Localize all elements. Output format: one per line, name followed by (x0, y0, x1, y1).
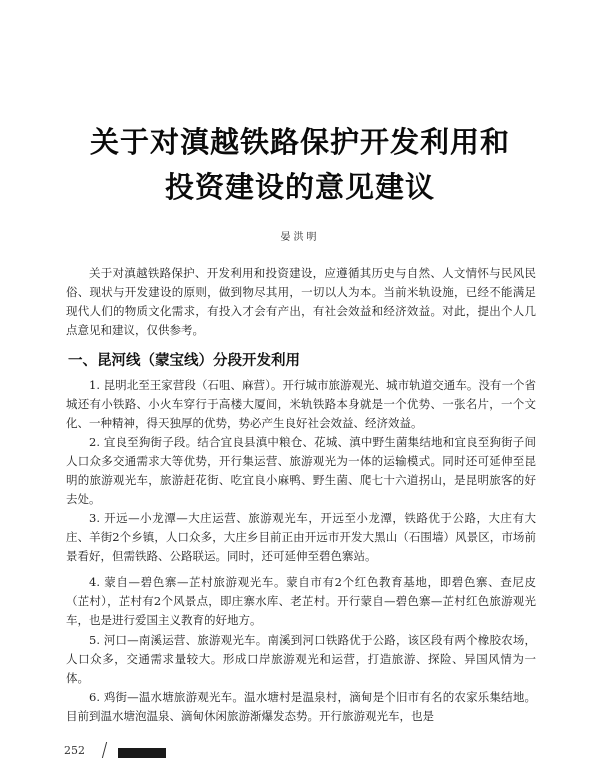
page-number: 252 (64, 744, 85, 757)
list-item-6: 6. 鸡街—温水塘旅游观光车。温水塘村是温泉村，滴甸是个旧市有名的农家乐集结地。目前到温水塘泡温泉、滴甸休闲旅游渐爆发态势。开行旅游观光车，也是 (66, 690, 536, 723)
author-name: 晏洪明 (280, 232, 320, 243)
footer-redaction-block (118, 748, 166, 758)
section-heading: 一、昆河线（蒙宝线）分段开发利用 (68, 353, 300, 369)
intro-paragraph: 关于对滇越铁路保护、开发利用和投资建设，应遵循其历史与自然、人文情怀与民风民俗、现状与开发建设的原则，做到物尽其用，一切以人为本。当前米轨设施，已经不能满足现代人们的物质文化需求，有投入才会有产出，有社会效益和经济效益。对此，提出个人几点意见和建议，仅供参考。 (66, 266, 536, 337)
article-title-line-2: 投资建设的意见建议 (164, 170, 435, 204)
list-item-2: 2. 宜良至狗街子段。结合宜良县滇中粮仓、花城、滇中野生菌集结地和宜良至狗街子间人口众多交通需求大等优势，开行集运营、旅游观光为一体的运输模式。同时还可延伸至昆明的旅游观光车，旅游赶花街、吃宜良小麻鸭、野生菌、爬七十六道拐山，是昆明旅客的好去处。 (66, 435, 536, 506)
list-item-1: 1. 昆明北至王家营段（石咀、麻营）。开行城市旅游观光、城市轨道交通车。没有一个省城还有小铁路、小火车穿行于高楼大厦间，米轨铁路本身就是一个优势、一张名片，一个文化、一种精神，得天独厚的优势，势必产生良好社会效益、经济效益。 (66, 378, 536, 430)
article-title-line-1: 关于对滇越铁路保护开发利用和 (89, 125, 510, 159)
footer-divider (102, 742, 107, 758)
list-item-5: 5. 河口—南溪运营、旅游观光车。南溪到河口铁路优于公路，该区段有两个橡胶农场，人口众多，交通需求量较大。形成口岸旅游观光和运营，打造旅游、探险、异国风情为一体。 (66, 633, 536, 685)
list-item-4: 4. 蒙自—碧色寨—芷村旅游观光车。蒙自市有2个红色教育基地，即碧色寨、查尼皮（芷村），芷村有2个风景点，即庄寨水库、老芷村。开行蒙自—碧色寨—芷村红色旅游观光车，也是进行爱国主义教育的好地方。 (66, 575, 536, 627)
list-item-3: 3. 开远—小龙潭—大庄运营、旅游观光车，开远至小龙潭，铁路优于公路，大庄有大庄、羊街2个乡镇，人口众多，大庄乡目前正由开远市开发大黑山（石围墙）风景区，市场前景看好，但需铁路、公路联运。同时，还可延伸至碧色寨站。 (66, 511, 536, 563)
